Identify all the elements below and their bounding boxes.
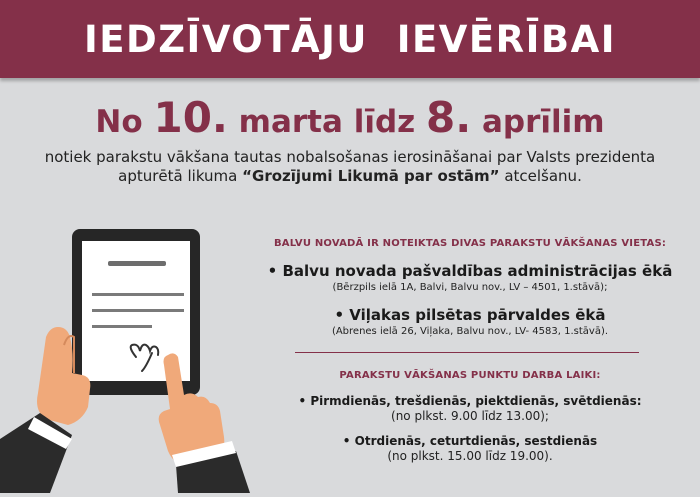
page-title: IEDZĪVOTĀJU IEVĒRĪBAI: [83, 17, 617, 61]
law-title: “Grozījumi Likumā par ostām”: [242, 167, 500, 185]
location-address: (Abrenes ielā 26, Viļaka, Balvu nov., LV- 4583, 1.stāvā).: [331, 326, 609, 337]
end-month: aprīlim: [481, 104, 605, 140]
intro-line-2-end: atcelšanu.: [504, 167, 582, 185]
location-item: [250, 262, 690, 294]
intro-line-2-start: apturētā likuma: [118, 167, 238, 185]
start-day: 10.: [153, 93, 228, 142]
end-day: 8.: [426, 93, 472, 142]
hours-title: PARAKSTU VĀKŠANAS PUNKTU DARBA LAIKI:: [339, 370, 601, 381]
hours-item: [250, 394, 690, 424]
location-name: • Balvu novada pašvaldības administrācijas ēkā: [267, 262, 673, 280]
date-prefix: No: [95, 104, 143, 140]
tablet-signing-illustration: [0, 225, 250, 493]
location-item: [250, 306, 690, 338]
hours-days: • Otrdienās, ceturtdienās, sestdienās: [342, 434, 598, 448]
date-range: [0, 95, 700, 145]
locations-title: BALVU NOVADĀ IR NOTEIKTAS DIVAS PARAKSTU VĀKŠANAS VIETAS:: [273, 238, 667, 249]
header-banner: [0, 0, 700, 78]
intro-text: [20, 148, 680, 186]
hours-time: (no plkst. 9.00 līdz 13.00);: [391, 409, 549, 423]
hours-item: [250, 434, 690, 464]
intro-line-2: [20, 167, 680, 186]
location-address: (Bērzpils ielā 1A, Balvi, Balvu nov., LV – 4501, 1.stāvā);: [332, 282, 608, 293]
hours-time: (no plkst. 15.00 līdz 19.00).: [387, 449, 553, 463]
location-name: • Viļakas pilsētas pārvaldes ēkā: [334, 306, 606, 324]
intro-line-1: notiek parakstu vākšana tautas nobalsošanas ierosināšanai par Valsts prezidenta: [44, 148, 656, 166]
section-divider: [295, 352, 639, 353]
hours-days: • Pirmdienās, trešdienās, piektdienās, svētdienās:: [298, 394, 642, 408]
date-middle: marta līdz: [238, 104, 416, 140]
